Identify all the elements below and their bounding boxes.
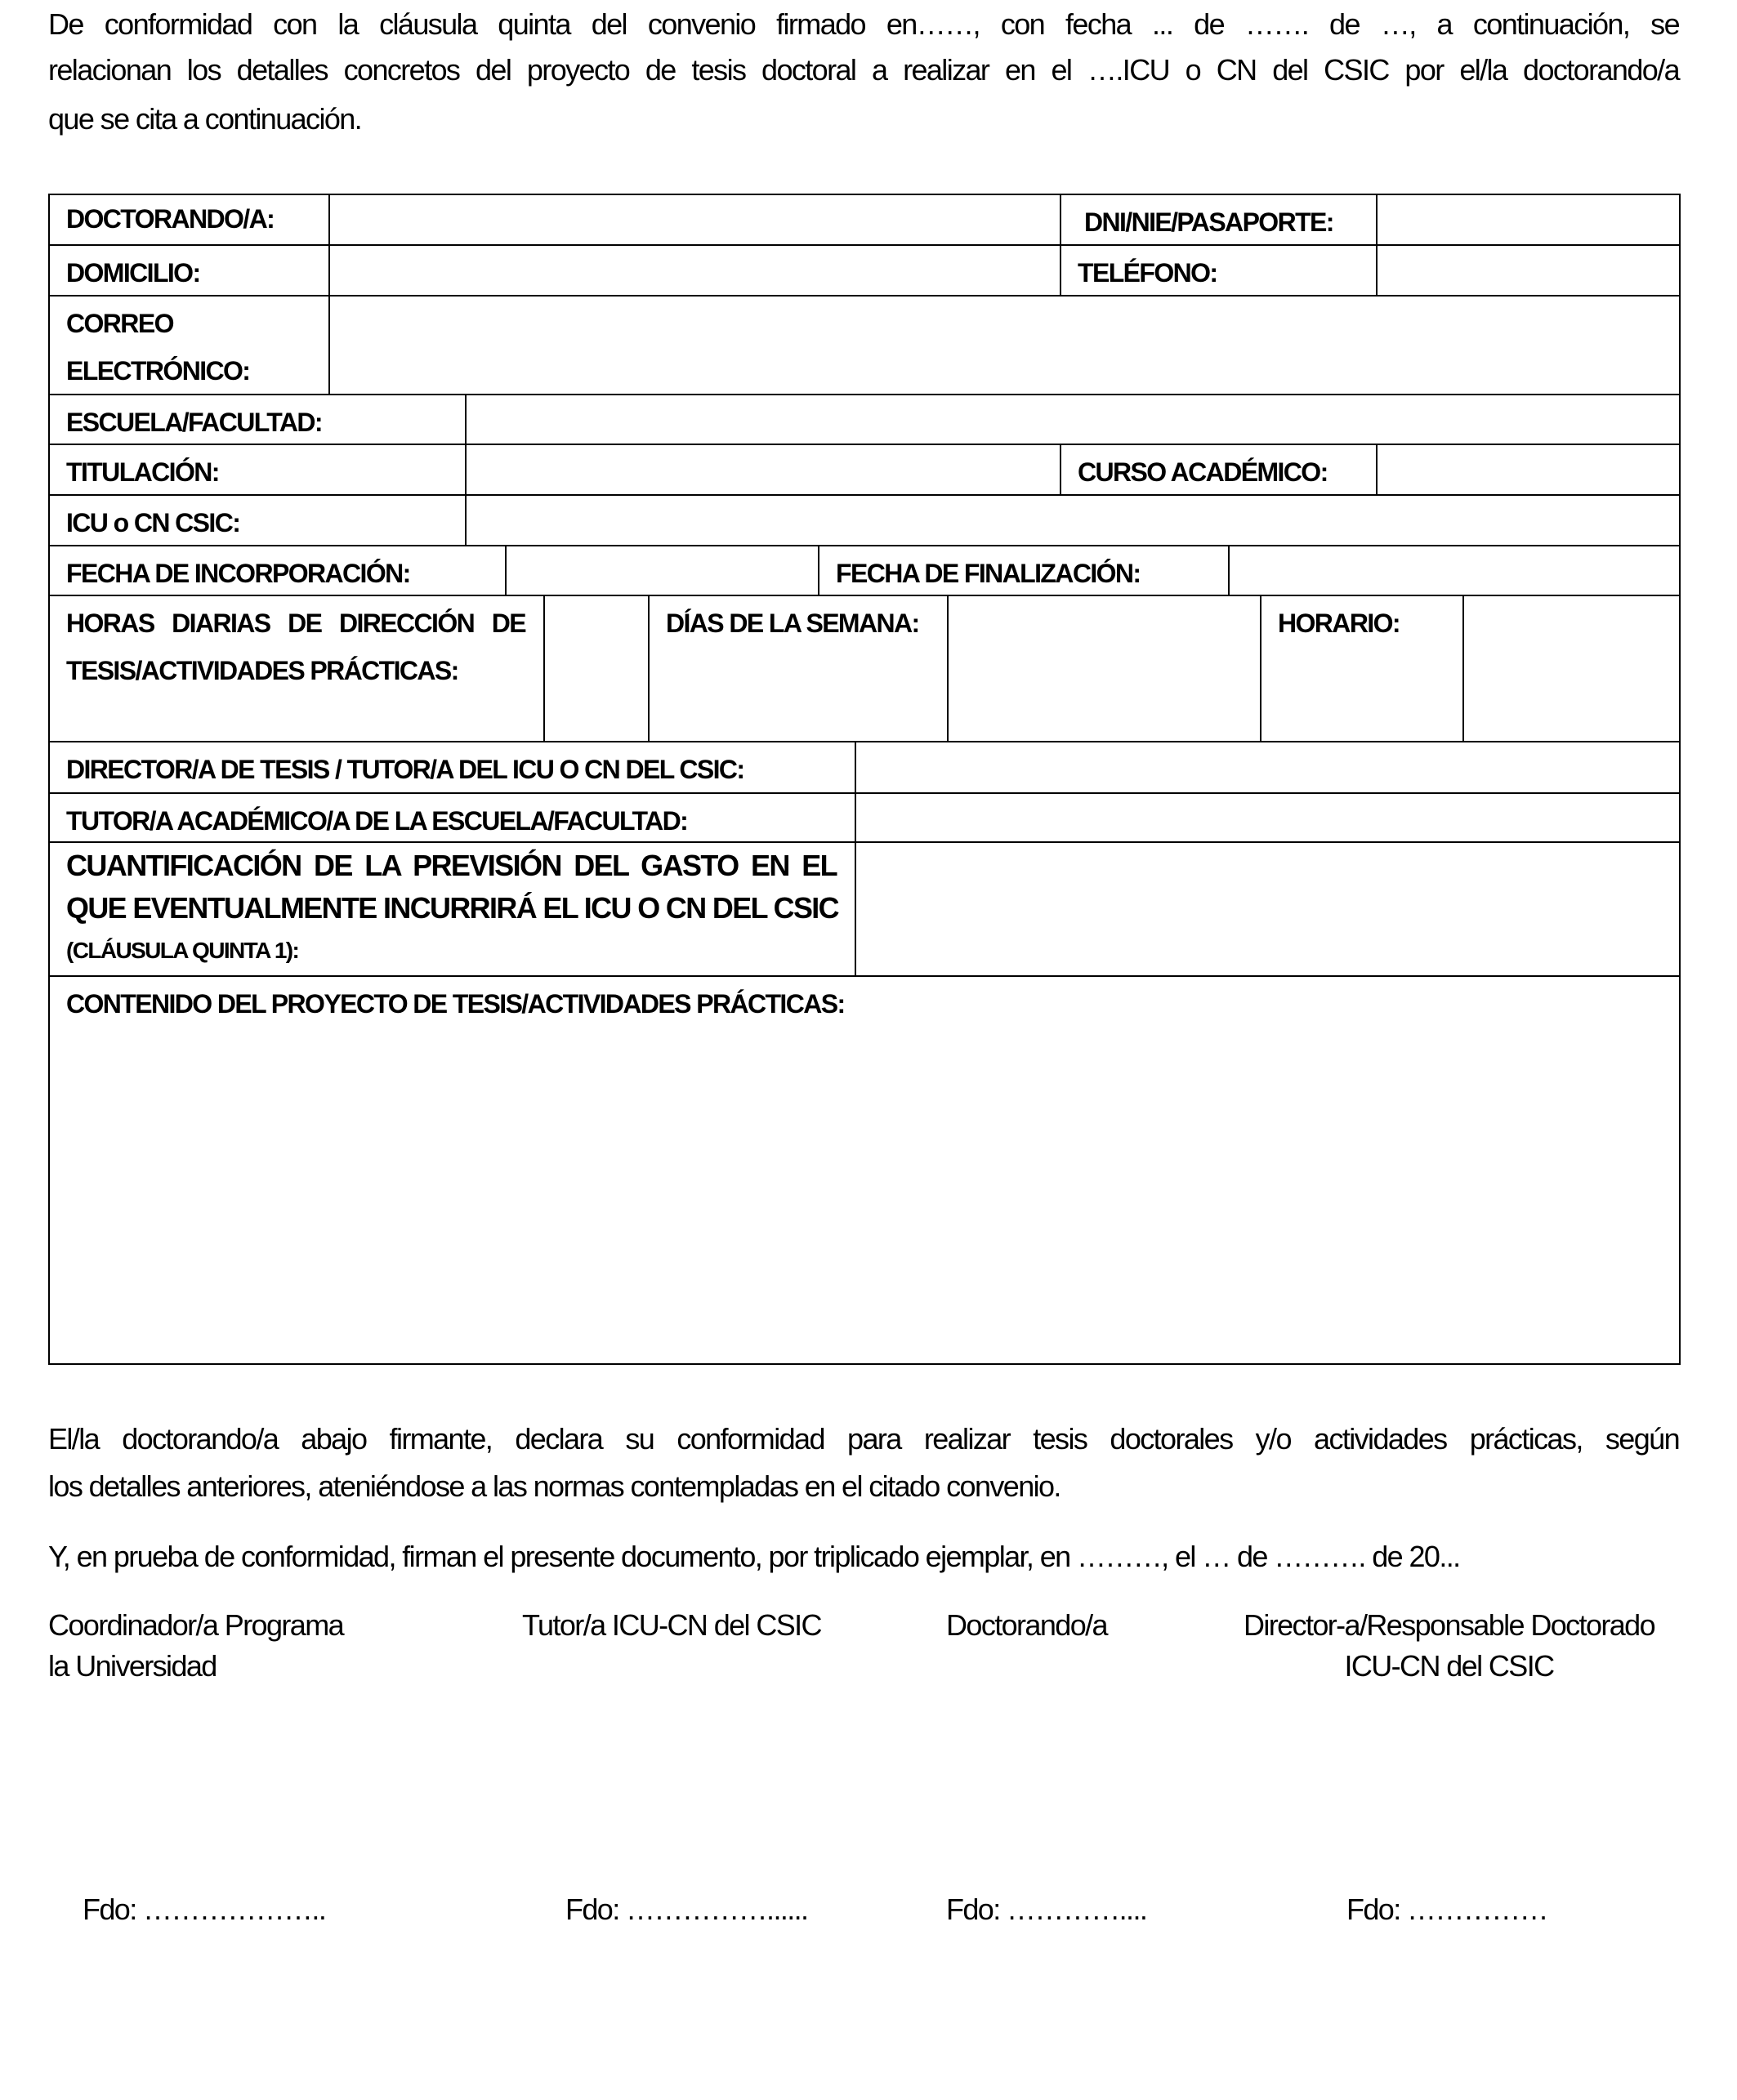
signature-line-doctorando: Fdo: ………….... <box>946 1893 1147 1926</box>
dni-field[interactable] <box>1376 194 1681 246</box>
signature-line-tutor: Fdo: ……………...... <box>565 1893 808 1926</box>
escuela-field[interactable] <box>465 394 1681 445</box>
cell-domicilio <box>48 244 330 296</box>
telefono-field[interactable] <box>1376 244 1681 296</box>
curso-field[interactable] <box>1376 444 1681 496</box>
cell-doctorando <box>48 194 330 246</box>
declaration-line-2: los detalles anteriores, ateniéndose a las normas contempladas en el citado convenio. <box>48 1469 1061 1503</box>
label-domicilio: DOMICILIO: <box>66 258 200 288</box>
signature-line-coordinador: Fdo: ……………….. <box>83 1893 326 1926</box>
label-correo-1: CORREO <box>66 309 173 338</box>
label-correo <box>48 295 330 395</box>
cell-escuela <box>48 394 467 445</box>
signer-director <box>1217 1605 1681 1687</box>
label-cuantificacion-3: (CLÁUSULA QUINTA 1): <box>66 938 299 963</box>
cell-dias <box>648 595 949 742</box>
horario-field[interactable] <box>1462 595 1681 742</box>
label-contenido: CONTENIDO DEL PROYECTO DE TESIS/ACTIVIDADES PRÁCTICAS: <box>66 989 845 1019</box>
cell-horario <box>1260 595 1464 742</box>
label-tutor-academico: TUTOR/A ACADÉMICO/A DE LA ESCUELA/FACULTAD: <box>66 806 688 836</box>
label-horario: HORARIO: <box>1278 609 1400 638</box>
declaration-line-3: Y, en prueba de conformidad, firman el presente documento, por triplicado ejemplar, en ………, el … de ………. de 20... <box>48 1540 1460 1573</box>
label-cuantificacion-1: CUANTIFICACIÓN DE LA PREVISIÓN DEL GASTO EN EL <box>66 849 837 882</box>
label-dias: DÍAS DE LA SEMANA: <box>666 609 919 638</box>
label-horas-1: HORAS DIARIAS DE DIRECCIÓN DE <box>66 609 525 638</box>
label-director: DIRECTOR/A DE TESIS / TUTOR/A DEL ICU O CN DEL CSIC: <box>66 755 744 784</box>
label-horas-2: TESIS/ACTIVIDADES PRÁCTICAS: <box>66 656 458 685</box>
cell-icu <box>48 494 467 546</box>
icu-field[interactable] <box>465 494 1681 546</box>
intro-line-1: De conformidad con la cláusula quinta del convenio firmado en……, con fecha ... de ……. de …, a continuación, se <box>48 7 1679 41</box>
signer-director-line-2: ICU-CN del CSIC <box>1344 1649 1554 1683</box>
doctorando-field[interactable] <box>328 194 1061 246</box>
signer-coordinador-line-1: Coordinador/a Programa <box>48 1608 344 1642</box>
signer-tutor: Tutor/a ICU-CN del CSIC <box>522 1608 821 1642</box>
titulacion-field[interactable] <box>465 444 1061 496</box>
signature-line-director: Fdo: …………… <box>1346 1893 1548 1926</box>
signer-director-line-1: Director-a/Responsable Doctorado <box>1243 1608 1655 1642</box>
intro-line-2: relacionan los detalles concretos del proyecto de tesis doctoral a realizar en el ….ICU o CN del CSIC por el/la doctorando/a <box>48 53 1679 87</box>
label-doctorando: DOCTORANDO/A: <box>66 204 275 234</box>
label-horas <box>48 595 545 742</box>
label-cuantificacion-2: QUE EVENTUALMENTE INCURRIRÁ EL ICU O CN DEL CSIC <box>66 891 838 925</box>
dias-field[interactable] <box>947 595 1261 742</box>
cell-curso <box>1060 444 1378 496</box>
label-dni: DNI/NIE/PASAPORTE: <box>1084 207 1333 237</box>
cell-fecha-incorporacion <box>48 545 507 596</box>
signer-coordinador-line-2: la Universidad <box>48 1649 217 1683</box>
tutor-academico-field[interactable] <box>855 792 1681 843</box>
label-fecha-incorporacion: FECHA DE INCORPORACIÓN: <box>66 559 410 588</box>
horas-field[interactable] <box>543 595 650 742</box>
declaration-line-1: El/la doctorando/a abajo firmante, declara su conformidad para realizar tesis doctorales y/o actividades prácticas, según <box>48 1422 1679 1456</box>
domicilio-field[interactable] <box>328 244 1061 296</box>
director-field[interactable] <box>855 741 1681 794</box>
cell-fecha-finalizacion <box>818 545 1230 596</box>
cell-director <box>48 741 856 794</box>
label-cuantificacion <box>48 841 856 977</box>
cell-titulacion <box>48 444 467 496</box>
label-curso: CURSO ACADÉMICO: <box>1078 457 1328 487</box>
label-telefono: TELÉFONO: <box>1078 258 1217 288</box>
label-correo-2: ELECTRÓNICO: <box>66 356 250 386</box>
intro-line-3: que se cita a continuación. <box>48 102 362 136</box>
signer-coordinador <box>48 1605 343 1687</box>
cell-telefono <box>1060 244 1378 296</box>
correo-field[interactable] <box>328 295 1681 395</box>
cell-dni <box>1060 194 1378 246</box>
contenido-area[interactable] <box>48 975 1681 1365</box>
cell-tutor-academico <box>48 792 856 843</box>
label-icu: ICU o CN CSIC: <box>66 508 240 537</box>
fecha-incorporacion-field[interactable] <box>505 545 819 596</box>
label-fecha-finalizacion: FECHA DE FINALIZACIÓN: <box>836 559 1141 588</box>
label-escuela: ESCUELA/FACULTAD: <box>66 408 322 437</box>
label-titulacion: TITULACIÓN: <box>66 457 219 487</box>
cuantificacion-field[interactable] <box>855 841 1681 977</box>
fecha-finalizacion-field[interactable] <box>1228 545 1681 596</box>
signer-doctorando: Doctorando/a <box>946 1608 1107 1642</box>
